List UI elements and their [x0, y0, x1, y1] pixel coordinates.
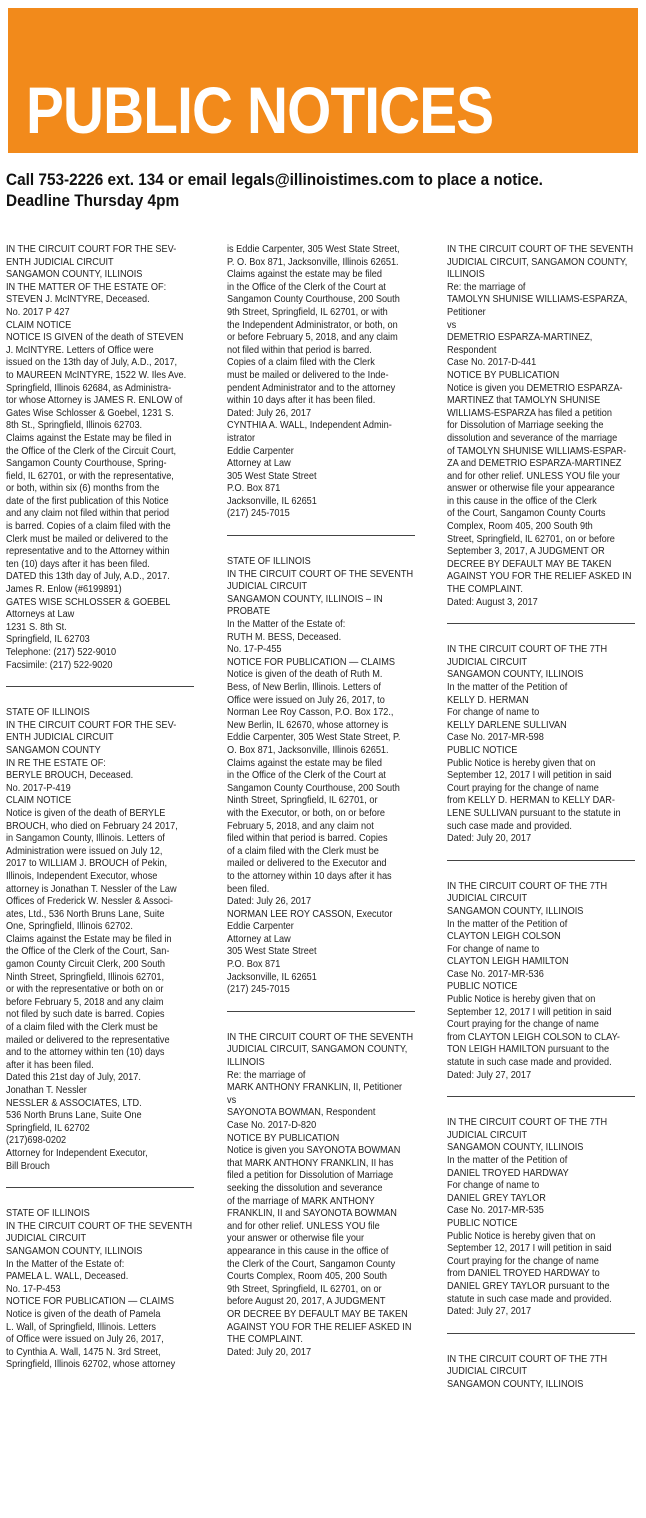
notice-line: NOTICE IS GIVEN of the death of STEVEN [6, 332, 184, 344]
legal-notice [6, 1208, 194, 1372]
notice-line: DATED this 13th day of July, A.D., 2017. [6, 571, 170, 583]
notice-line: your answer or otherwise file your [227, 1233, 365, 1245]
notice-line: Courts Complex, Room 405, 200 South [227, 1271, 388, 1283]
notice-line: 2017 to WILLIAM J. BROUCH of Pekin, [6, 858, 168, 870]
notice-line: CLAIM NOTICE [6, 795, 72, 807]
notice-line: ILLINOIS [447, 269, 485, 281]
notice-line: Ninth Street, Springfield, Illinois 62701, [6, 971, 165, 983]
notice-line: to Cynthia A. Wall, 1475 N. 3rd Street, [6, 1346, 161, 1358]
notice-line: 9th Street, Springfield, IL 62701, on or [227, 1283, 382, 1295]
notice-line: the Office of the Clerk of the Court, San- [6, 946, 170, 958]
notice-line: Court praying for the change of name [447, 782, 599, 794]
notice-line: been filed. [227, 883, 270, 895]
notice-line: Claims against the Estate may be filed in [6, 432, 172, 444]
notice-line: For change of name to [447, 707, 540, 719]
notice-line: Springfield, Illinois 62702, whose attorney [6, 1359, 176, 1371]
notice-line: Notice is given of the death of Ruth M. [227, 669, 383, 681]
notice-line: CLAYTON LEIGH HAMILTON [447, 956, 569, 968]
notice-line: SANGAMON COUNTY, ILLINOIS [447, 1378, 584, 1390]
notice-line: of TAMOLYN SHUNISE WILLIAMS-ESPAR- [447, 445, 627, 457]
notice-line: Offices of Frederick W. Nessler & Associ- [6, 896, 173, 908]
legal-notice [447, 644, 635, 846]
page-title: PUBLIC NOTICES [26, 73, 494, 147]
column-1 [6, 244, 194, 1372]
notice-line: KELLY D. HERMAN [447, 694, 529, 706]
notice-line: September 3, 2017, A JUDGMENT OR [447, 546, 605, 558]
notice-line: O. Box 871, Jacksonville, Illinois 62651. [227, 744, 389, 756]
notice-line: in Sangamon County, Illinois. Letters of [6, 833, 165, 845]
notice-line: and to the attorney within ten (10) days [6, 1047, 165, 1059]
notice-line: NOTICE BY PUBLICATION [227, 1132, 340, 1144]
notice-line: 536 North Bruns Lane, Suite One [6, 1110, 142, 1122]
notice-line: In the matter of the Petition of [447, 1155, 568, 1166]
notice-line: Claims against the Estate may be filed in [6, 933, 172, 945]
notice-line: seeking the dissolution and severance [227, 1182, 383, 1194]
notice-line: AGAINST YOU FOR THE RELIEF ASKED IN [227, 1321, 412, 1333]
notice-line: to the attorney within 10 days after it has [227, 870, 392, 882]
notice-line: Eddie Carpenter [227, 445, 294, 457]
notice-divider [447, 1333, 635, 1334]
notice-line: is Eddie Carpenter, 305 West State Street, [227, 244, 400, 255]
notice-line: September 12, 2017 I will petition in said [447, 770, 612, 782]
notice-line: statute in such case made and provided. [447, 1293, 612, 1305]
notice-line: STATE OF ILLINOIS [6, 1208, 90, 1220]
notice-line: is barred. Copies of a claim filed with the [6, 521, 171, 533]
notice-line: Public Notice is hereby given that on [447, 1230, 596, 1242]
notice-line: SAYONOTA BOWMAN, Respondent [227, 1107, 376, 1119]
notice-line: Dated: July 26, 2017 [227, 407, 312, 419]
notice-line: For change of name to [447, 943, 540, 955]
notice-line: Notice is given you DEMETRIO ESPARZA- [447, 382, 623, 394]
notice-line: Springfield, IL 62703 [6, 634, 90, 646]
notice-line: IN THE CIRCUIT COURT OF THE 7TH [447, 1117, 608, 1129]
notice-line: Public Notice is hereby given that on [447, 757, 596, 769]
notice-line: JUDICIAL CIRCUIT [447, 656, 528, 668]
notice-line: pendent Administrator and to the attorney [227, 382, 396, 394]
notice-line: in the Office of the Clerk of the Court at [227, 281, 386, 293]
notice-line: Case No. 2017-MR-536 [447, 968, 544, 980]
notice-line: New Berlin, IL 62670, whose attorney is [227, 719, 389, 731]
notice-line: JUDICIAL CIRCUIT [227, 581, 308, 593]
notice-line: before February 5, 2018 and any claim [6, 996, 164, 1008]
notice-line: Attorneys at Law [6, 609, 75, 621]
notice-line: or before February 5, 2018, and any claim [227, 332, 398, 344]
notice-divider [6, 1187, 194, 1188]
notice-line: THE COMPLAINT. [227, 1334, 303, 1346]
notice-line: IN THE CIRCUIT COURT OF THE SEVENTH [6, 1220, 193, 1232]
notice-line: NORMAN LEE ROY CASSON, Executor [227, 908, 393, 920]
notice-line: Respondent [447, 344, 497, 356]
notice-line: (217) 245-7015 [227, 508, 290, 520]
notice-line: Administration were issued on July 12, [6, 845, 163, 857]
notice-line: PUBLIC NOTICE [447, 744, 518, 756]
notice-line: or both, within six (6) months from the [6, 483, 160, 495]
notice-line: mailed or delivered to the representative [6, 1034, 170, 1046]
notice-line: PUBLIC NOTICE [447, 981, 518, 993]
notice-line: CYNTHIA A. WALL, Independent Admin- [227, 420, 392, 432]
notice-line: Springfield, IL 62702 [6, 1122, 90, 1134]
notice-line: and for other relief. UNLESS YOU file [227, 1220, 380, 1232]
notice-line: Bill Brouch [6, 1160, 50, 1172]
notice-line: TON LEIGH HAMILTON pursuant to the [447, 1044, 610, 1056]
notice-line: mailed or delivered to the Executor and [227, 858, 387, 870]
notice-line: No. 2017-P-419 [6, 782, 71, 794]
notice-line: P.O. Box 871 [227, 959, 281, 971]
notice-line: CLAIM NOTICE [6, 319, 72, 331]
notice-line: SANGAMON COUNTY, ILLINOIS – IN [227, 593, 383, 605]
notice-line: from DANIEL TROYED HARDWAY to [447, 1268, 600, 1280]
notice-line: and any claim not filed within that period [6, 508, 170, 520]
notice-line: AGAINST YOU FOR THE RELIEF ASKED IN [447, 571, 632, 583]
notice-line: issued on the 13th day of July, A.D., 2017, [6, 357, 178, 369]
notice-line: filed a petition for Dissolution of Marriage [227, 1170, 394, 1182]
notice-line: STEVEN J. McINTYRE, Deceased. [6, 294, 150, 306]
notice-line: Telephone: (217) 522-9010 [6, 647, 117, 658]
notice-line: No. 17-P-453 [6, 1283, 61, 1295]
notice-line: DANIEL GREY TAYLOR [447, 1192, 546, 1204]
notice-line: PUBLIC NOTICE [447, 1217, 518, 1229]
notice-line: the Office of the Clerk of the Circuit Court, [6, 445, 177, 457]
notice-line: February 5, 2018, and any claim not [227, 820, 374, 832]
notice-line: that MARK ANTHONY FRANKLIN, II has [227, 1157, 394, 1169]
notice-line: Notice is given of the death of Pamela [6, 1308, 161, 1320]
notice-line: Jacksonville, IL 62651 [227, 971, 317, 983]
notice-line: Office were issued on July 26, 2017, to [227, 694, 385, 706]
notice-line: Case No. 2017-D-441 [447, 357, 537, 369]
contact-info [6, 170, 636, 212]
notice-line: In the Matter of the Estate of: [6, 1258, 125, 1270]
notice-line: must be mailed or delivered to the Inde- [227, 369, 389, 381]
notice-line: BROUCH, who died on February 24 2017, [6, 820, 178, 832]
notice-line: before August 20, 2017, A JUDGMENT [227, 1296, 386, 1308]
notice-line: No. 17-P-455 [227, 644, 282, 656]
notice-line: Clerk must be mailed or delivered to the [6, 533, 169, 545]
notice-line: Sangamon County Courthouse, 200 South [227, 294, 400, 306]
notice-divider [6, 686, 194, 687]
notice-line: BERYLE BROUCH, Deceased. [6, 770, 134, 782]
notice-line: Sangamon County Courthouse, 200 South [227, 782, 400, 794]
notice-line: IN THE CIRCUIT COURT OF THE SEVENTH [447, 244, 634, 255]
notice-line: PAMELA L. WALL, Deceased. [6, 1271, 129, 1283]
notice-line: In the Matter of the Estate of: [227, 619, 346, 631]
notice-line: LENE SULLIVAN pursuant to the statute in [447, 807, 621, 819]
notice-line: Facsimile: (217) 522-9020 [6, 659, 113, 671]
notice-line: (217)698-0202 [6, 1135, 67, 1147]
notice-line: 8th St., Springfield, Illinois 62703. [6, 420, 143, 432]
notice-line: such case made and provided. [447, 820, 572, 832]
notice-line: attorney is Jonathan T. Nessler of the Law [6, 883, 177, 895]
notice-line: KELLY DARLENE SULLIVAN [447, 719, 567, 731]
notice-line: SANGAMON COUNTY, ILLINOIS [447, 905, 584, 917]
notice-line: PROBATE [227, 606, 271, 618]
notice-line: Case No. 2017-MR-598 [447, 732, 544, 744]
notice-line: Street, Springfield, IL 62701, on or before [447, 533, 615, 545]
legal-notice [227, 1032, 415, 1359]
notice-line: IN THE CIRCUIT COURT OF THE SEVENTH [227, 1031, 414, 1043]
notice-line: Claims against the estate may be filed [227, 757, 382, 769]
notice-line: Norman Lee Roy Casson, P.O. Box 172., [227, 707, 394, 719]
notice-line: Attorney at Law [227, 933, 291, 945]
notice-line: P.O. Box 871 [227, 483, 281, 495]
notice-line: Attorney at Law [227, 458, 291, 470]
notice-line: No. 2017 P 427 [6, 306, 70, 318]
legal-notice [447, 244, 635, 609]
notice-line: ZA and DEMETRIO ESPARZA-MARTINEZ [447, 458, 622, 470]
notice-line: GATES WISE SCHLOSSER & GOEBEL [6, 596, 171, 608]
notice-line: the Clerk of the Court, Sangamon County [227, 1258, 396, 1270]
legal-notice [227, 556, 415, 997]
notice-line: JUDICIAL CIRCUIT [447, 893, 528, 905]
notice-line: NESSLER & ASSOCIATES, LTD. [6, 1097, 142, 1109]
notice-line: vs [447, 319, 457, 331]
notice-line: Dated: July 27, 2017 [447, 1069, 532, 1081]
notice-line: NOTICE FOR PUBLICATION — CLAIMS [227, 656, 395, 668]
notice-line: dissolution and severance of the marriage [447, 432, 618, 444]
notice-divider [227, 1011, 415, 1012]
notice-line: of a claim filed with the Clerk must be [6, 1022, 158, 1034]
notice-line: DANIEL GREY TAYLOR pursuant to the [447, 1280, 610, 1292]
notice-line: Dated: July 26, 2017 [227, 896, 312, 908]
notice-line: from KELLY D. HERMAN to KELLY DAR- [447, 795, 615, 807]
notice-line: date of the first publication of this Notice [6, 495, 169, 507]
notice-line: Petitioner [447, 306, 486, 318]
notice-line: IN THE MATTER OF THE ESTATE OF: [6, 281, 167, 293]
notice-line: ten (10) days after it has been filed. [6, 558, 150, 570]
notice-line: of the Court, Sangamon County Courts [447, 508, 606, 520]
notice-line: Gates Wise Schlosser & Goebel, 1231 S. [6, 407, 174, 419]
notice-line: to MAUREEN McINTYRE, 1522 W. Iles Ave. [6, 369, 187, 381]
notice-line: Dated: August 3, 2017 [447, 596, 538, 608]
notice-line: Dated: July 20, 2017 [227, 1346, 312, 1358]
notice-line: Eddie Carpenter, 305 West State Street, P. [227, 732, 401, 744]
notice-line: Re: the marriage of [447, 281, 526, 293]
deadline-line: Deadline Thursday 4pm [6, 192, 180, 210]
notice-line: IN RE THE ESTATE OF: [6, 757, 106, 769]
notice-line: In the matter of the Petition of [447, 682, 568, 693]
notice-line: ENTH JUDICIAL CIRCUIT [6, 732, 114, 744]
notice-line: DANIEL TROYED HARDWAY [447, 1167, 569, 1179]
notice-line: Notice is given of the death of BERYLE [6, 807, 166, 819]
notice-line: Case No. 2017-MR-535 [447, 1205, 544, 1217]
notice-line: IN THE CIRCUIT COURT OF THE 7TH [447, 880, 608, 892]
notice-line: (217) 245-7015 [227, 984, 290, 996]
notice-line: Dated: July 27, 2017 [447, 1306, 532, 1318]
notice-line: CLAYTON LEIGH COLSON [447, 931, 561, 943]
notice-line: Eddie Carpenter [227, 921, 294, 933]
notice-line: statute in such case made and provided. [447, 1057, 612, 1069]
notice-line: IN THE CIRCUIT COURT OF THE 7TH [447, 1353, 608, 1365]
notice-line: NOTICE FOR PUBLICATION — CLAIMS [6, 1296, 174, 1308]
notice-line: MARK ANTHONY FRANKLIN, II, Petitioner [227, 1082, 403, 1094]
notice-line: IN THE CIRCUIT COURT FOR THE SEV- [6, 244, 177, 255]
column-3 [447, 244, 635, 1392]
notice-line: THE COMPLAINT. [447, 584, 523, 596]
notice-line: J. McINTYRE. Letters of Office were [6, 344, 154, 356]
notice-line: Re: the marriage of [227, 1069, 306, 1081]
notice-line: Springfield, Illinois 62684, as Administra- [6, 382, 172, 394]
notice-line: TAMOLYN SHUNISE WILLIAMS-ESPARZA, [447, 294, 628, 306]
notice-line: Court praying for the change of name [447, 1255, 599, 1267]
notice-line: IN THE CIRCUIT COURT FOR THE SEV- [6, 719, 177, 731]
notice-line: Dated: July 20, 2017 [447, 833, 532, 845]
notice-line: Illinois, Independent Executor, whose [6, 870, 158, 882]
notice-line: Public Notice is hereby given that on [447, 994, 596, 1006]
notice-line: 1231 S. 8th St. [6, 621, 67, 633]
notice-line: 305 West State Street [227, 470, 317, 482]
notice-line: STATE OF ILLINOIS [6, 707, 90, 719]
notice-line: ates, Ltd., 536 North Bruns Lane, Suite [6, 908, 165, 920]
notice-line: MARTINEZ that TAMOLYN SHUNISE [447, 395, 601, 407]
notice-line: L. Wall, of Springfield, Illinois. Letters [6, 1321, 156, 1333]
notice-line: 9th Street, Springfield, IL 62701, or with [227, 306, 388, 318]
notice-line: NOTICE BY PUBLICATION [447, 369, 560, 381]
legal-notice [6, 244, 194, 672]
notice-line: DECREE BY DEFAULT MAY BE TAKEN [447, 558, 612, 570]
notice-line: with the Executor, or both, on or before [227, 807, 386, 819]
contact-line: Call 753-2226 ext. 134 or email legals@illinoistimes.com to place a notice. [6, 171, 543, 189]
notice-line: SANGAMON COUNTY, ILLINOIS [6, 1245, 143, 1257]
notice-line: JUDICIAL CIRCUIT [6, 1233, 87, 1245]
notice-line: WILLIAMS-ESPARZA has filed a petition [447, 407, 612, 419]
notice-line: Dated this 21st day of July, 2017. [6, 1072, 141, 1084]
notice-line: field, IL 62701, or with the representative, [6, 470, 174, 482]
notice-line: Sangamon County Courthouse, Spring- [6, 458, 167, 470]
legal-notice [227, 244, 415, 521]
notice-line: Ninth Street, Springfield, IL 62701, or [227, 795, 378, 807]
notice-line: Jacksonville, IL 62651 [227, 495, 317, 507]
notice-line: or with the representative or both on or [6, 984, 164, 996]
notice-line: September 12, 2017 I will petition in said [447, 1006, 612, 1018]
notice-line: 305 West State Street [227, 946, 317, 958]
notice-line: For change of name to [447, 1180, 540, 1192]
notice-line: Jonathan T. Nessler [6, 1085, 87, 1096]
notice-line: Bess, of New Berlin, Illinois. Letters of [227, 682, 381, 693]
notice-line: Notice is given you SAYONOTA BOWMAN [227, 1145, 401, 1157]
legal-notice [447, 1117, 635, 1319]
notice-line: for Dissolution of Marriage seeking the [447, 420, 604, 432]
notice-line: of a claim filed with the Clerk must be [227, 845, 379, 857]
notice-line: the Independent Administrator, or both, on [227, 319, 398, 331]
notice-line: IN THE CIRCUIT COURT OF THE 7TH [447, 644, 608, 656]
notice-line: SANGAMON COUNTY [6, 744, 101, 756]
notice-line: representative and to the Attorney within [6, 546, 170, 558]
notice-line: September 12, 2017 I will petition in said [447, 1243, 612, 1255]
notice-line: FRANKLIN, II and SAYONOTA BOWMAN [227, 1208, 397, 1220]
notice-line: appearance in this cause in the office of [227, 1245, 389, 1257]
notice-line: in this cause in the office of the Clerk [447, 495, 597, 507]
notice-line: SANGAMON COUNTY, ILLINOIS [447, 669, 584, 681]
notice-divider [447, 860, 635, 861]
notice-line: RUTH M. BESS, Deceased. [227, 631, 342, 643]
notice-line: gamon County Circuit Clerk, 200 South [6, 959, 166, 971]
notice-line: and for other relief. UNLESS YOU file your [447, 470, 621, 482]
notice-line: Court praying for the change of name [447, 1019, 599, 1031]
legal-notice [447, 881, 635, 1083]
notice-line: not filed within that period is barred. [227, 344, 372, 356]
notice-line: ILLINOIS [227, 1057, 265, 1069]
column-2 [227, 244, 415, 1359]
notice-line: JUDICIAL CIRCUIT [447, 1129, 528, 1141]
notice-line: One, Springfield, Illinois 62702. [6, 921, 133, 933]
notice-line: in the Office of the Clerk of the Court at [227, 770, 386, 782]
notice-line: DEMETRIO ESPARZA-MARTINEZ, [447, 332, 593, 344]
notice-line: within 10 days after it has been filed. [227, 395, 376, 407]
notice-line: OR DECREE BY DEFAULT MAY BE TAKEN [227, 1308, 408, 1320]
notice-line: ENTH JUDICIAL CIRCUIT [6, 256, 114, 268]
notice-line: istrator [227, 432, 256, 444]
notice-line: JUDICIAL CIRCUIT, SANGAMON COUNTY, [447, 256, 628, 268]
notice-divider [447, 623, 635, 624]
legal-notice [6, 707, 194, 1173]
notice-line: of Office were issued on July 26, 2017, [6, 1334, 164, 1346]
notice-line: answer or otherwise file your appearance [447, 483, 615, 495]
notice-line: tor whose Attorney is JAMES R. ENLOW of [6, 395, 183, 407]
notice-line: SANGAMON COUNTY, ILLINOIS [447, 1142, 584, 1154]
notice-line: P. O. Box 871, Jacksonville, Illinois 62651. [227, 256, 399, 268]
notice-line: not filed by such date is barred. Copies [6, 1009, 165, 1021]
notice-line: of the marriage of MARK ANTHONY [227, 1195, 375, 1207]
notice-line: Copies of a claim filed with the Clerk [227, 357, 375, 369]
notice-divider [447, 1096, 635, 1097]
notice-line: IN THE CIRCUIT COURT OF THE SEVENTH [227, 568, 414, 580]
notice-line: SANGAMON COUNTY, ILLINOIS [6, 269, 143, 281]
notice-line: JUDICIAL CIRCUIT, SANGAMON COUNTY, [227, 1044, 408, 1056]
notice-line: Complex, Room 405, 200 South 9th [447, 521, 593, 533]
notice-line: vs [227, 1094, 237, 1106]
notice-line: from CLAYTON LEIGH COLSON to CLAY- [447, 1031, 620, 1043]
notice-line: after it has been filed. [6, 1059, 94, 1071]
notice-line: James R. Enlow (#6199891) [6, 584, 122, 596]
notice-divider [227, 535, 415, 536]
notice-line: JUDICIAL CIRCUIT [447, 1366, 528, 1378]
notice-line: Attorney for Independent Executor, [6, 1147, 148, 1159]
header-banner [8, 8, 638, 153]
legal-notice [447, 1354, 635, 1392]
notice-line: In the matter of the Petition of [447, 918, 568, 930]
notice-line: STATE OF ILLINOIS [227, 556, 311, 568]
notice-line: Claims against the estate may be filed [227, 269, 382, 281]
notice-line: filed within that period is barred. Copies [227, 833, 388, 845]
notice-line: Case No. 2017-D-820 [227, 1120, 317, 1131]
